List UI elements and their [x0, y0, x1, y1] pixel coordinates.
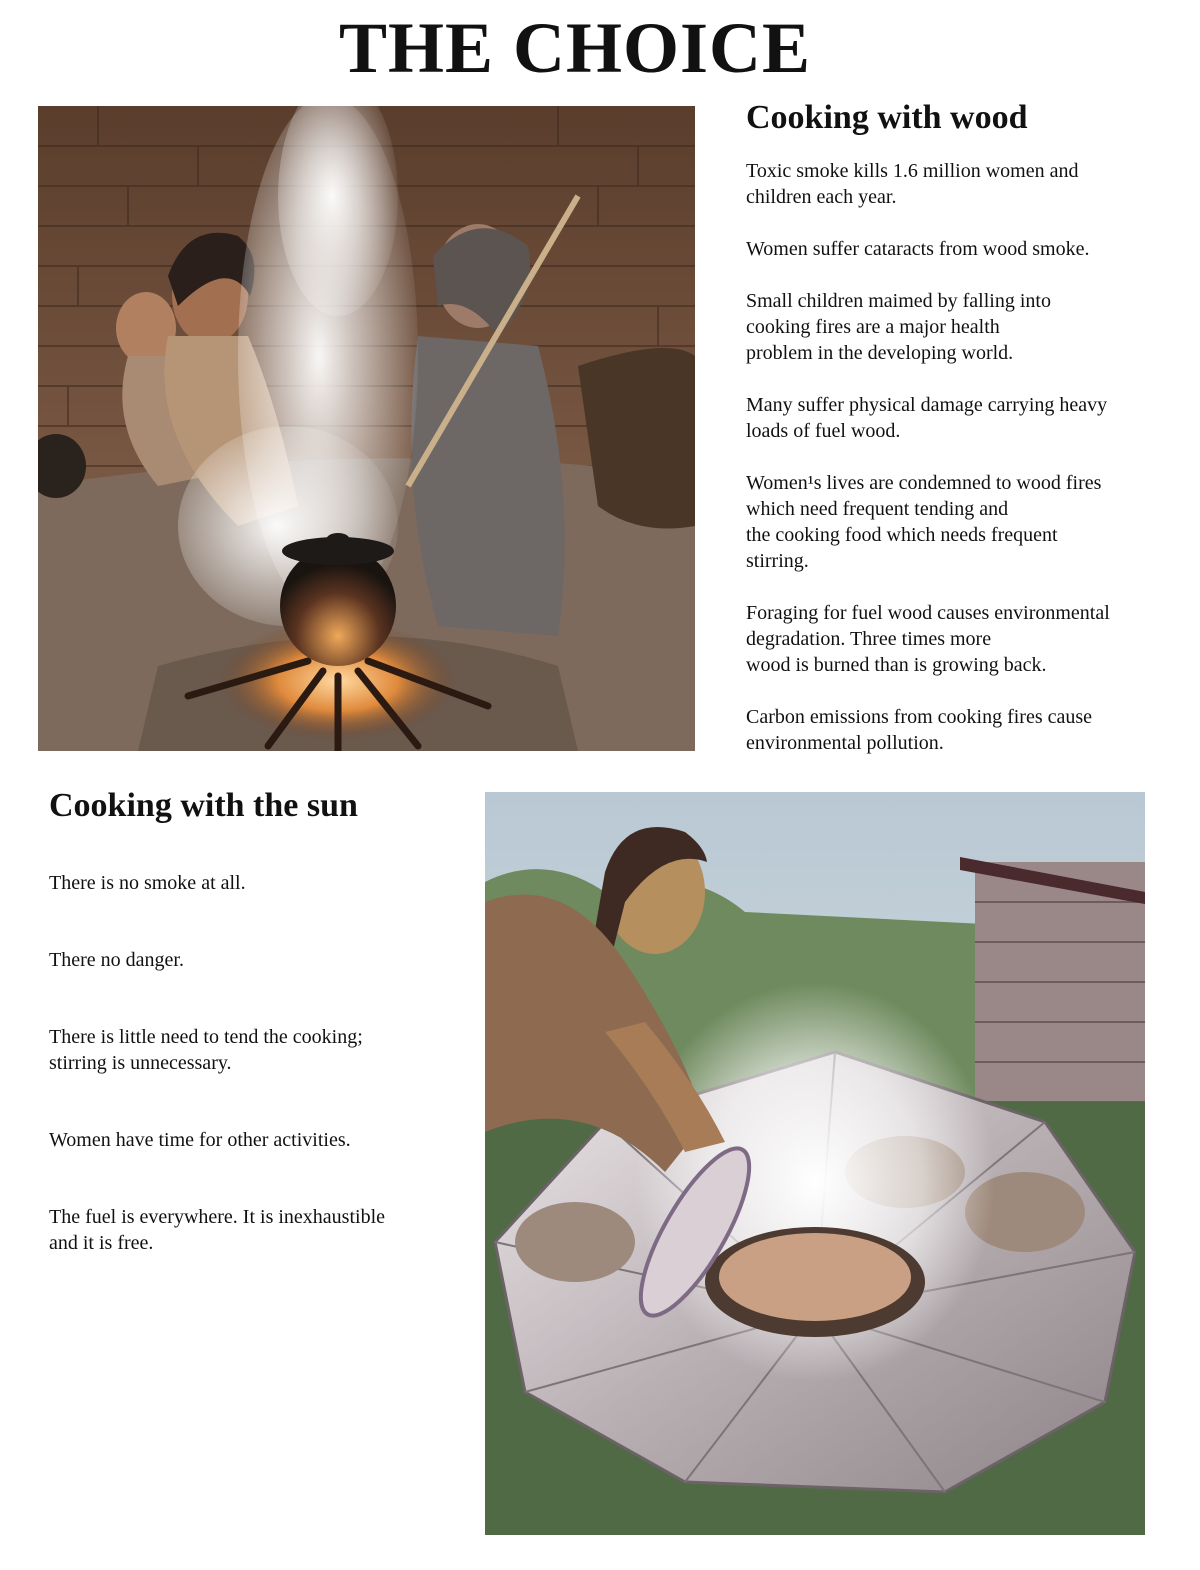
solar-cooker-illustration: [485, 792, 1145, 1535]
wood-paragraph: Foraging for fuel wood causes environmental degradation. Three times more wood is burned than is growing back.: [746, 602, 1110, 676]
sun-paragraph: There no danger.: [49, 949, 184, 971]
sun-heading: Cooking with the sun: [49, 787, 358, 824]
wood-heading: Cooking with wood: [746, 99, 1028, 136]
sun-paragraph: The fuel is everywhere. It is inexhaustible and it is free.: [49, 1206, 385, 1254]
sun-paragraph: Women have time for other activities.: [49, 1129, 351, 1151]
sun-paragraph: There is no smoke at all.: [49, 872, 246, 894]
sun-section: [49, 784, 469, 1307]
wood-paragraph: Women suffer cataracts from wood smoke.: [746, 238, 1090, 260]
food-in-pot: [719, 1233, 911, 1321]
grandmother-body: [411, 336, 564, 636]
page-title: THE CHOICE: [338, 8, 812, 88]
wood-paragraph: Carbon emissions from cooking fires cause environmental pollution.: [746, 706, 1093, 754]
wood-paragraph: Women¹s lives are condemned to wood fires which need frequent tending and the cooking food which needs frequent stirring.: [746, 472, 1102, 572]
wood-paragraph: Toxic smoke kills 1.6 million women and children each year.: [746, 160, 1079, 208]
sun-paragraph: There is little need to tend the cooking; stirring is unnecessary.: [49, 1026, 363, 1074]
wood-section: [746, 96, 1166, 782]
wood-paragraph: Many suffer physical damage carrying heavy loads of fuel wood.: [746, 394, 1108, 442]
reflected-pot: [515, 1202, 635, 1282]
wood-paragraph: Small children maimed by falling into cooking fires are a major health problem in the developing world.: [746, 290, 1051, 364]
wood-fire-illustration: [38, 106, 695, 751]
